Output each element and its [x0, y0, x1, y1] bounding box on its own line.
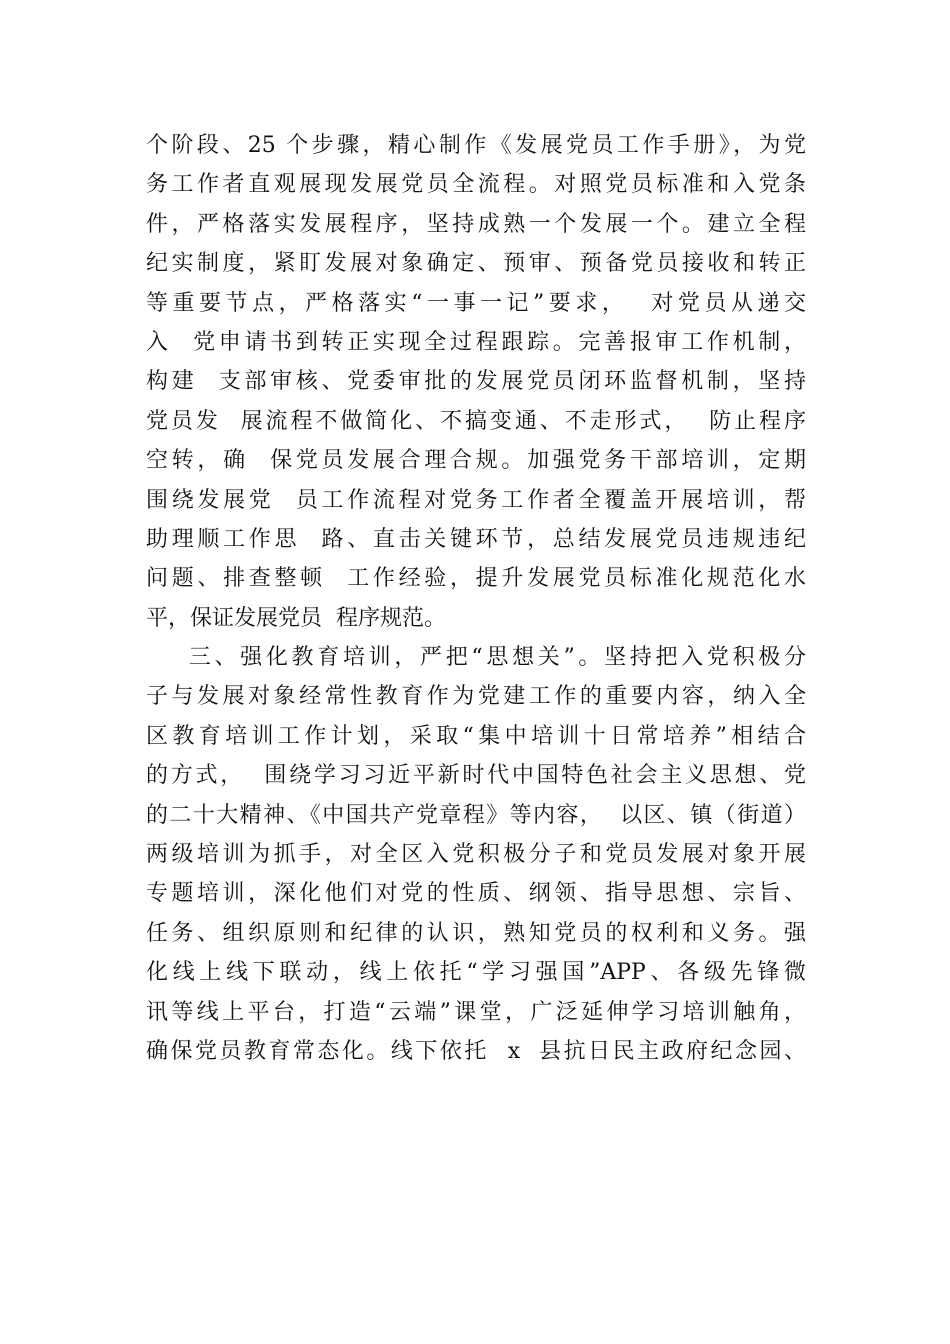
text-line: 党员发 展流程不做简化、不搞变通、不走形式， 防止程序	[146, 408, 806, 434]
text-line: 子与发展对象经常性教育作为党建工作的重要内容，纳入全	[146, 684, 806, 710]
section-heading-line: 三、强化教育培训，严把“思想关”。坚持把入党积极分	[146, 645, 806, 671]
text-line: 任务、组织原则和纪律的认识，熟知党员的权利和义务。强	[146, 920, 806, 946]
text-line: 讯等线上平台，打造“云端”课堂，广泛延伸学习培训触角，	[146, 999, 806, 1025]
text-line: 的方式， 围绕学习习近平新时代中国特色社会主义思想、党	[146, 763, 806, 789]
text-line: 围绕发展党 员工作流程对党务工作者全覆盖开展培训，帮	[146, 487, 806, 513]
text-line: 专题培训，深化他们对党的性质、纲领、指导思想、宗旨、	[146, 881, 806, 907]
text-line: 入 党申请书到转正实现全过程跟踪。完善报审工作机制，	[146, 329, 806, 355]
text-line: 平，保证发展党员 程序规范。	[146, 605, 446, 631]
text-line: 化线上线下联动，线上依托“学习强国”APP、各级先锋微	[146, 960, 806, 986]
text-line: 个阶段、25 个步骤，精心制作《发展党员工作手册》，为党	[146, 133, 806, 158]
text-line: 构建 支部审核、党委审批的发展党员闭环监督机制，坚持	[146, 369, 806, 395]
text-line: 件，严格落实发展程序，坚持成熟一个发展一个。建立全程	[146, 211, 806, 237]
text-line: 确保党员教育常态化。线下依托 x 县抗日民主政府纪念园、	[146, 1038, 806, 1064]
text-line: 问题、排查整顿 工作经验，提升发展党员标准化规范化水	[146, 566, 806, 592]
text-line: 助理顺工作思 路、直击关键环节，总结发展党员违规违纪	[146, 526, 806, 552]
text-line: 纪实制度，紧盯发展对象确定、预审、预备党员接收和转正	[146, 251, 806, 277]
text-line: 等重要节点，严格落实“一事一记”要求， 对党员从递交	[146, 290, 806, 316]
text-line: 区教育培训工作计划，采取“集中培训十日常培养”相结合	[146, 723, 806, 749]
text-line: 空转，确 保党员发展合理合规。加强党务干部培训，定期	[146, 448, 806, 474]
text-line: 务工作者直观展现发展党员全流程。对照党员标准和入党条	[146, 172, 806, 198]
text-line: 两级培训为抓手，对全区入党积极分子和党员发展对象开展	[146, 842, 806, 868]
text-line: 的二十大精神、《中国共产党章程》等内容， 以区、镇（街道）	[146, 802, 806, 828]
body-text	[146, 126, 806, 1071]
